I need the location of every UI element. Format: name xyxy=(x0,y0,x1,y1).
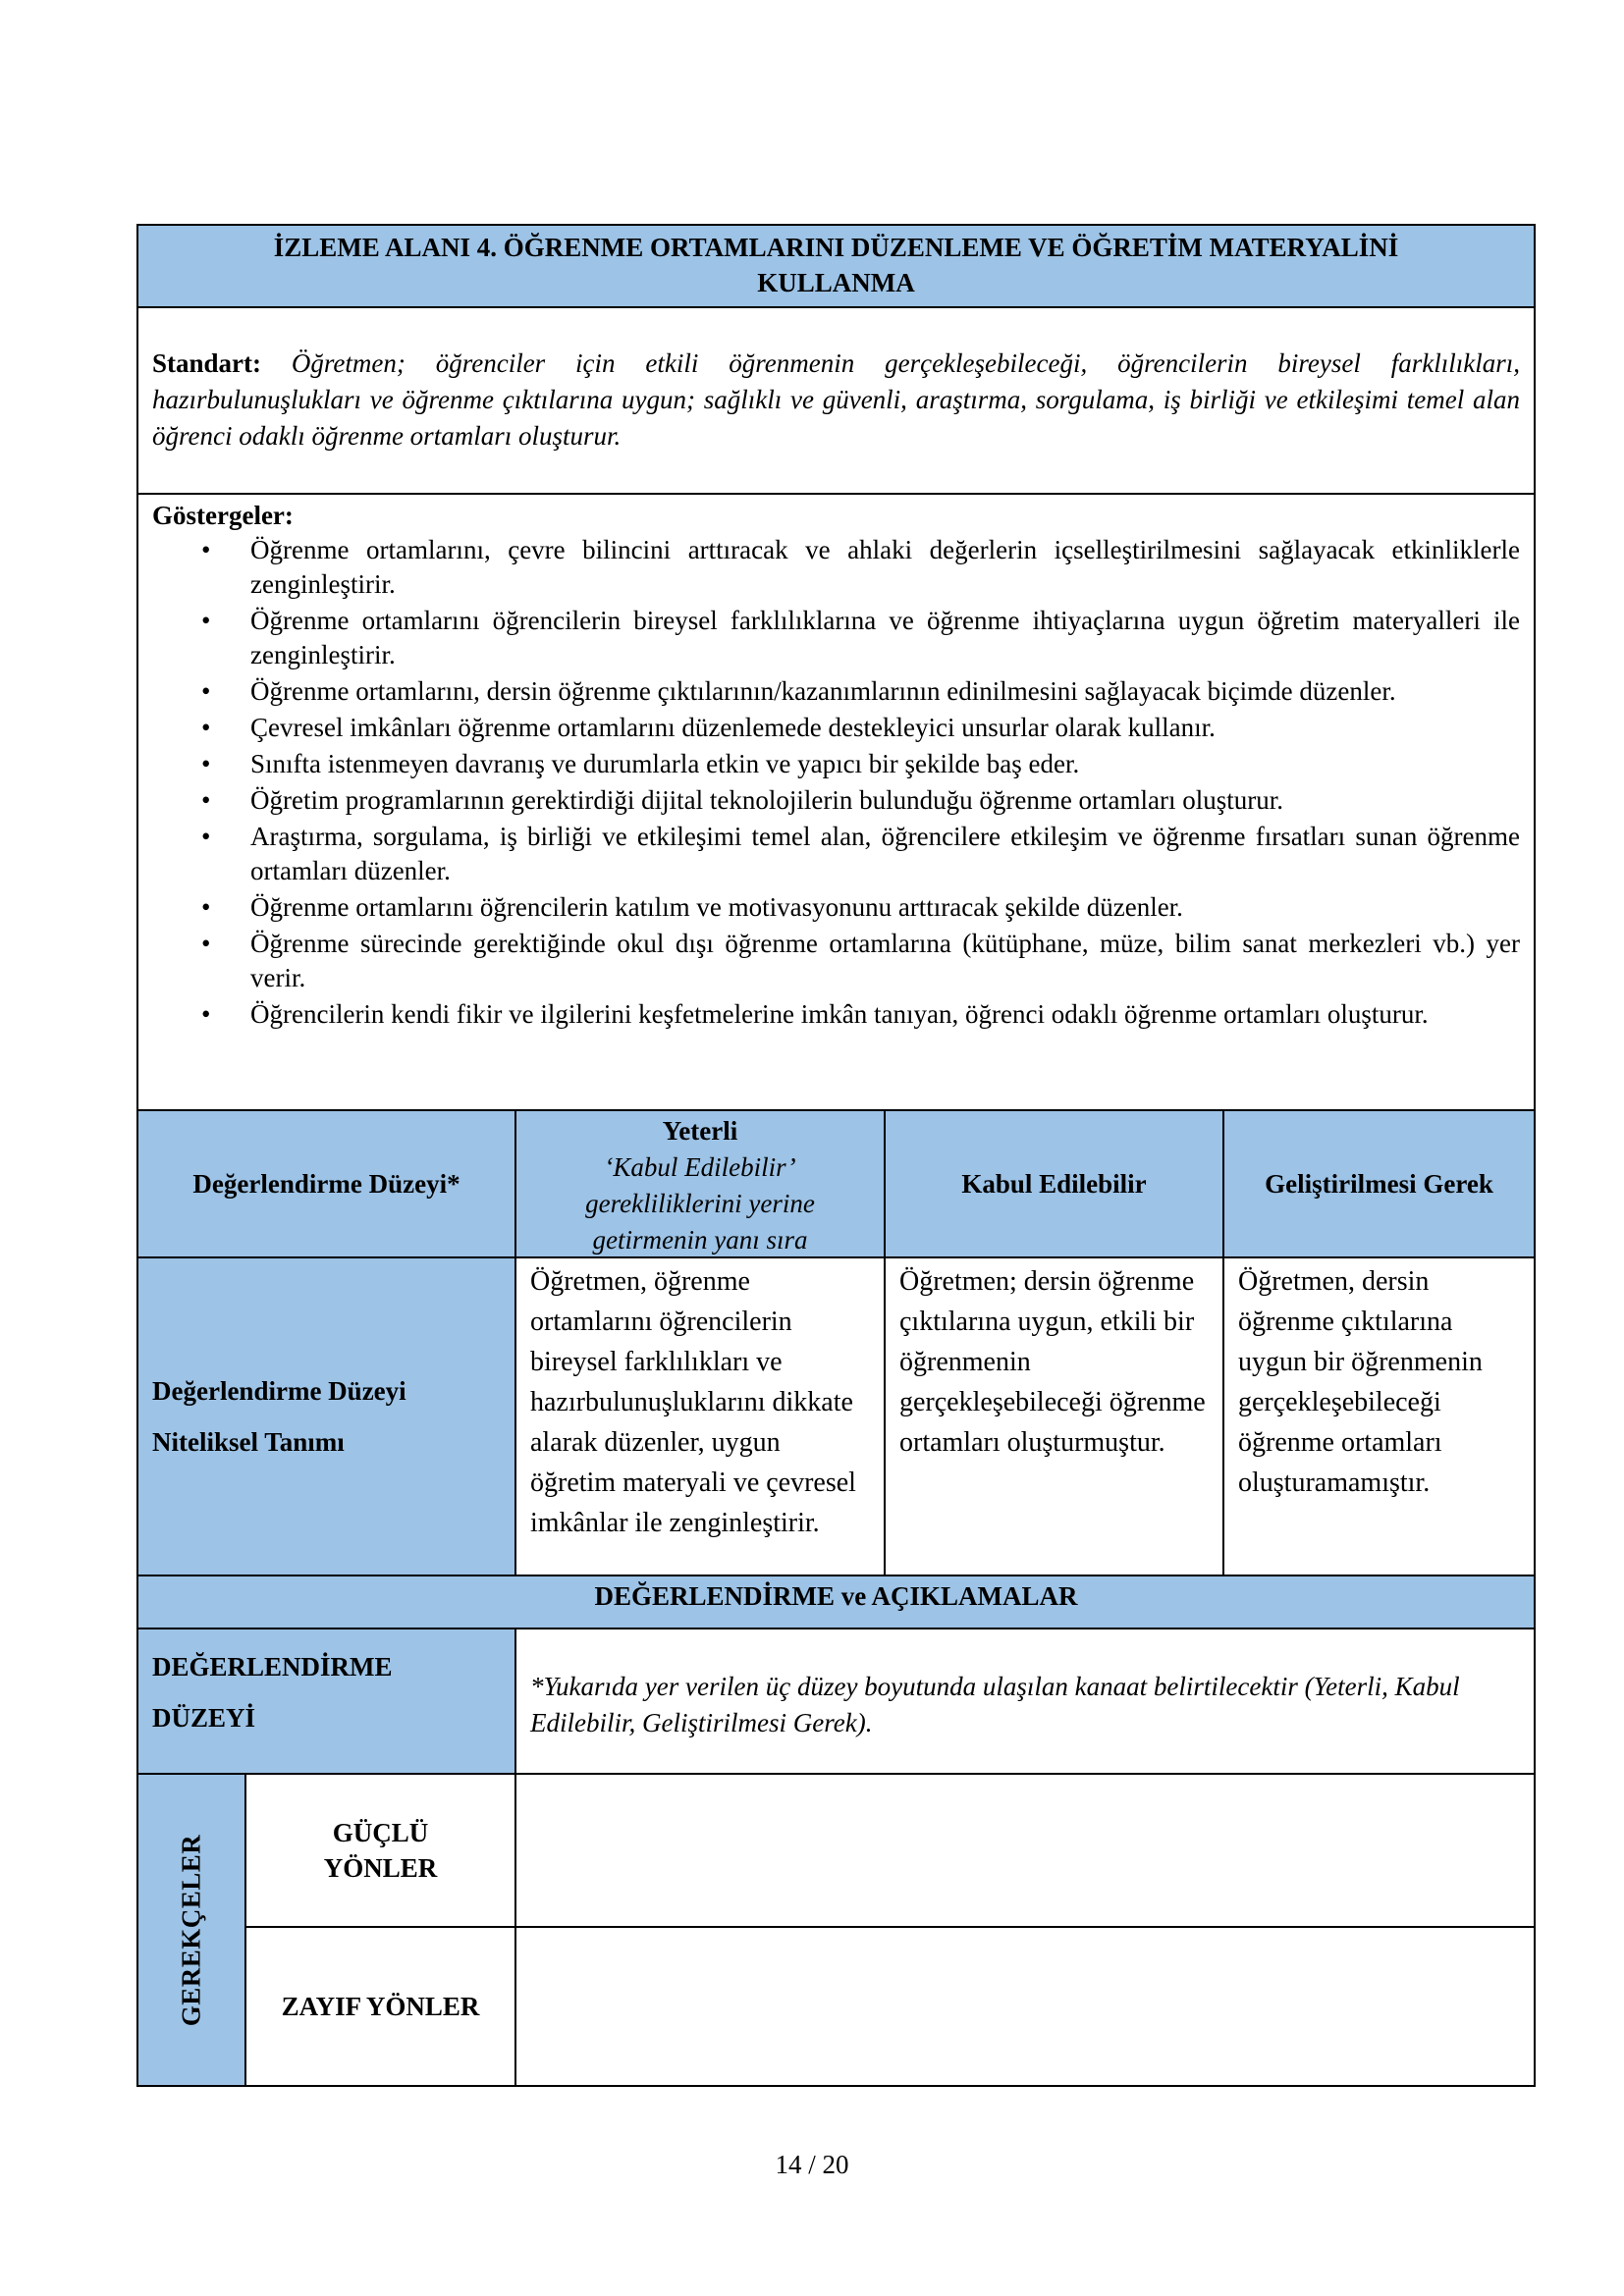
form-title-line2: KULLANMA xyxy=(757,268,915,297)
gerekceler-label xyxy=(138,1775,244,2085)
desc-yeterli: Öğretmen, öğrenme ortamlarını öğrencilerin bireysel farklılıkları ve hazırbulunuşluklarını dikkate alarak düzenler, uygun öğretim materyali ve çevresel imkânlar ile zenginleştirir. xyxy=(530,1266,856,1538)
weaknesses-input[interactable] xyxy=(516,1928,1534,2085)
indicator-item: • Araştırma, sorgulama, iş birliği ve etkileşimi temel alan, öğrencilere etkileşim ve öğrenme fırsatları sunan öğrenme ortamları düzenler. xyxy=(152,820,1520,888)
indicator-item: • Öğretim programlarının gerektirdiği dijital teknolojilerin bulunduğu öğrenme ortamları oluşturur. xyxy=(152,783,1520,818)
standard-label: Standart: xyxy=(152,348,262,378)
level-header-text: Değerlendirme Düzeyi* xyxy=(192,1168,460,1199)
qualitative-label-line1: Değerlendirme Düzeyi xyxy=(152,1376,406,1406)
indicator-item: • Öğrencilerin kendi fikir ve ilgilerini keşfetmelerine imkân tanıyan, öğrenci odaklı öğrenme ortamları oluşturur. xyxy=(152,997,1520,1032)
yeterli-sub3: getirmenin yanı sıra xyxy=(592,1225,808,1255)
strengths-label xyxy=(246,1775,514,1926)
indicator-item: • Çevresel imkânları öğrenme ortamlarını düzenlemede destekleyici unsurlar olarak kullanır. xyxy=(152,711,1520,745)
indicator-item: • Öğrenme ortamlarını, çevre bilincini arttıracak ve ahlaki değerlerin içselleştirilmesini sağlayacak etkinliklerle zenginleştirir. xyxy=(152,533,1520,602)
qualitative-label xyxy=(138,1258,514,1575)
form-title xyxy=(138,226,1534,308)
evaluation-level-label xyxy=(138,1629,514,1773)
strengths-label-line1: GÜÇLÜ xyxy=(332,1818,429,1847)
level-kabul-header xyxy=(886,1111,1222,1256)
page-number: 14 / 20 xyxy=(775,2150,849,2179)
level-header-label xyxy=(138,1111,514,1256)
kabul-title: Kabul Edilebilir xyxy=(961,1168,1147,1199)
yeterli-sub1: ‘Kabul Edilebilir’ xyxy=(604,1152,796,1182)
strengths-label-line2: YÖNLER xyxy=(323,1853,438,1883)
desc-kabul: Öğretmen; dersin öğrenme çıktılarına uygun, etkili bir öğrenmenin gerçekleşebileceği öğrenme ortamları oluşturmuştur. xyxy=(899,1266,1206,1458)
indicators-label: Göstergeler: xyxy=(152,501,294,530)
strengths-input[interactable] xyxy=(516,1775,1534,1926)
form-title-line1: İZLEME ALANI 4. ÖĞRENME ORTAMLARINI DÜZENLEME VE ÖĞRETİM MATERYALİNİ xyxy=(273,233,1399,262)
gerekceler-text: GEREKÇELER xyxy=(176,1834,206,2026)
level-gelistirilmesi-header xyxy=(1224,1111,1534,1256)
evaluation-section-title: DEĞERLENDİRME ve AÇIKLAMALAR xyxy=(138,1576,1534,1628)
weaknesses-label-text: ZAYIF YÖNLER xyxy=(281,1992,480,2021)
weaknesses-label xyxy=(246,1928,514,2085)
yeterli-title: Yeterli xyxy=(662,1116,738,1146)
indicator-item: • Öğrenme ortamlarını öğrencilerin bireysel farklılıklarına ve öğrenme ihtiyaçlarına uygun öğretim materyalleri ile zenginleştirir. xyxy=(152,604,1520,672)
evaluation-level-label-line1: DEĞERLENDİRME xyxy=(152,1652,393,1682)
evaluation-level-input[interactable]: *Yukarıda yer verilen üç düzey boyutunda ulaşılan kanaat belirtilecektir (Yeterli, Kabul Edilebilir, Geliştirilmesi Gerek). xyxy=(530,1672,1460,1737)
indicators-list xyxy=(152,533,1520,1032)
desc-gelistirilmesi: Öğretmen, dersin öğrenme çıktılarına uygun bir öğrenmenin gerçekleşebileceği öğrenme ortamları oluşturamamıştır. xyxy=(1238,1266,1483,1498)
indicator-item: • Öğrenme ortamlarını, dersin öğrenme çıktılarının/kazanımlarının edinilmesini sağlayacak biçimde düzenler. xyxy=(152,674,1520,709)
indicator-item: • Sınıfta istenmeyen davranış ve durumlarla etkin ve yapıcı bir şekilde baş eder. xyxy=(152,747,1520,781)
indicator-item: • Öğrenme ortamlarını öğrencilerin katılım ve motivasyonunu arttıracak şekilde düzenler. xyxy=(152,890,1520,925)
standard-text: Öğretmen; öğrenciler için etkili öğrenmenin gerçekleşebileceği, öğrencilerin bireysel farklılıkları, hazırbulunuşlukları ve öğrenme çıktılarına uygun; sağlıklı ve güvenli, araştırma, sorgulama, iş birliği ve etkileşimi temel alan öğrenci odaklı öğrenme ortamları oluşturur. xyxy=(152,348,1521,451)
indicators-section xyxy=(138,495,1534,1109)
yeterli-sub2: gerekliliklerini yerine xyxy=(585,1189,815,1218)
level-yeterli-header xyxy=(516,1111,884,1256)
evaluation-level-label-line2: DÜZEYİ xyxy=(152,1703,256,1733)
standard-section xyxy=(138,308,1534,495)
evaluation-form xyxy=(136,224,1536,2087)
indicator-item: • Öğrenme sürecinde gerektiğinde okul dışı öğrenme ortamlarına (kütüphane, müze, bilim sanat merkezleri vb.) yer verir. xyxy=(152,927,1520,995)
qualitative-label-line2: Niteliksel Tanımı xyxy=(152,1427,345,1457)
gelistirilmesi-title: Geliştirilmesi Gerek xyxy=(1265,1168,1493,1199)
